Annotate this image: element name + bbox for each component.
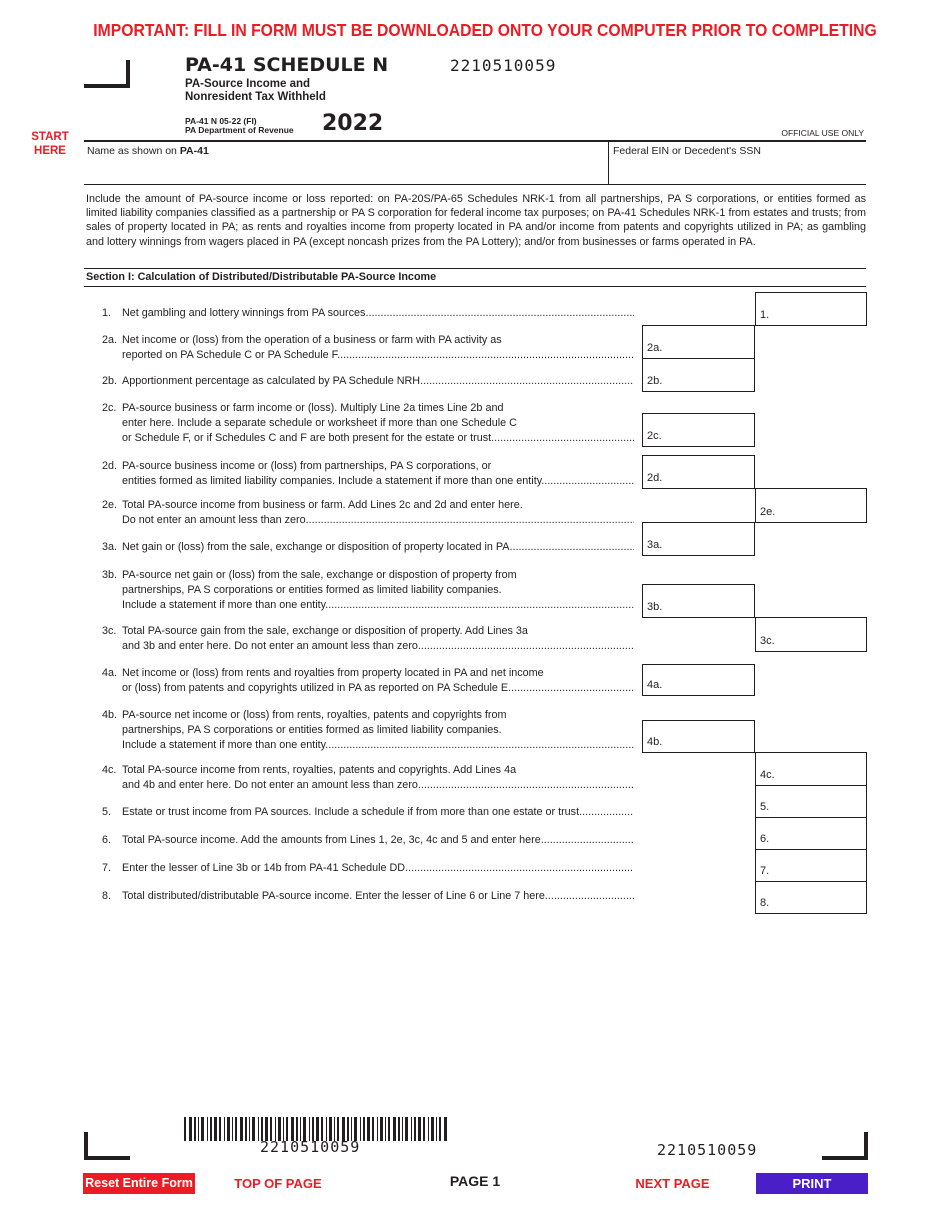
- line-number: 6.: [102, 834, 112, 846]
- line-text-row: [102, 568, 634, 583]
- form-line: [102, 333, 634, 363]
- line-text-row: [102, 583, 634, 598]
- section-title: Section I: Calculation of Distributed/Distributable PA-Source Income: [86, 271, 437, 283]
- amount-field-label: 8.: [760, 897, 770, 909]
- barcode-bar: [428, 1117, 429, 1141]
- dot-leader: [421, 778, 634, 793]
- dot-leader: [309, 513, 634, 528]
- line-number: 3a.: [102, 541, 118, 553]
- line-number: 3b.: [102, 569, 118, 581]
- form-line: [102, 401, 634, 446]
- form-subtitle: [185, 78, 326, 104]
- amount-field[interactable]: [642, 664, 755, 696]
- line-description: Do not enter an amount less than zero.: [122, 514, 309, 526]
- divider: [608, 140, 609, 185]
- tax-year: 2022: [322, 111, 384, 136]
- line-description: Total PA-source income. Add the amounts from Lines 1, 2e, 3c, 4c and 5 and enter here.: [122, 834, 544, 846]
- line-description: Apportionment percentage as calculated by PA Schedule NRH.: [122, 375, 424, 387]
- amount-field[interactable]: [755, 785, 867, 818]
- amount-field[interactable]: [755, 488, 867, 523]
- amount-field-label: 2d.: [647, 472, 663, 484]
- dot-leader: [511, 681, 634, 696]
- line-text-row: [102, 861, 634, 876]
- line-description: or (loss) from patents and copyrights utilized in PA as reported on PA Schedule E.: [122, 682, 512, 694]
- line-description: PA-source net income or (loss) from rents, royalties, patents and copyrights from: [122, 709, 507, 721]
- line-number: 2a.: [102, 334, 118, 346]
- next-page-link[interactable]: NEXT PAGE: [635, 1176, 710, 1191]
- name-label: Name as shown on: [87, 145, 180, 157]
- barcode-bar: [393, 1117, 396, 1141]
- barcode-bar: [258, 1117, 259, 1141]
- dot-leader: [513, 540, 635, 555]
- line-text-row: [102, 639, 634, 654]
- line-number: 4b.: [102, 709, 118, 721]
- line-text-row: [102, 513, 634, 528]
- barcode-bar: [377, 1117, 378, 1141]
- divider: [84, 286, 866, 287]
- form-title: PA-41 SCHEDULE N: [185, 54, 389, 76]
- line-text-row: [102, 598, 634, 613]
- amount-field[interactable]: [642, 522, 755, 556]
- divider: [84, 184, 866, 185]
- barcode-bar: [380, 1117, 383, 1141]
- amount-field-label: 2e.: [760, 506, 776, 518]
- line-description: and 4b and enter here. Do not enter an amount less than zero.: [122, 779, 421, 791]
- dot-leader: [494, 431, 634, 446]
- official-use-label: OFFICIAL USE ONLY: [781, 128, 864, 138]
- line-number: 2e.: [102, 499, 118, 511]
- doc-number: 2210510059: [450, 56, 557, 75]
- barcode-number: 2210510059: [260, 1138, 361, 1156]
- barcode-bar: [227, 1117, 230, 1141]
- dot-leader: [421, 639, 634, 654]
- dot-leader: [368, 306, 634, 321]
- ein-field[interactable]: [613, 145, 863, 181]
- amount-field-label: 6.: [760, 833, 770, 845]
- barcode-bar: [439, 1117, 441, 1141]
- line-description: Net gain or (loss) from the sale, exchange or disposition of property located in PA.: [122, 541, 513, 553]
- department: PA Department of Revenue: [185, 125, 294, 135]
- line-number: 4c.: [102, 764, 117, 776]
- amount-field-label: 3b.: [647, 601, 663, 613]
- registration-mark: [84, 60, 130, 88]
- dot-leader: [548, 889, 634, 904]
- dot-leader: [423, 374, 634, 389]
- amount-field[interactable]: [755, 881, 867, 914]
- dot-leader: [408, 861, 634, 876]
- line-description: PA-source business or farm income or (loss). Multiply Line 2a times Line 2b and: [122, 402, 504, 414]
- line-text-row: [102, 738, 634, 753]
- form-line: [102, 374, 634, 389]
- line-text-row: [102, 723, 634, 738]
- form-line: [102, 763, 634, 793]
- dot-leader: [544, 474, 634, 489]
- barcode-bar: [201, 1117, 204, 1141]
- line-description: Net income or (loss) from the operation of a business or farm with PA activity as: [122, 334, 502, 346]
- line-description: enter here. Include a separate schedule or worksheet if more than one Schedule C: [122, 417, 517, 429]
- barcode-bar: [411, 1117, 412, 1141]
- amount-field[interactable]: [755, 292, 867, 326]
- dot-leader: [328, 598, 634, 613]
- line-description: Include a statement if more than one entity.: [122, 739, 329, 751]
- line-number: 3c.: [102, 625, 117, 637]
- name-field[interactable]: [87, 145, 602, 181]
- amount-field-label: 2a.: [647, 342, 663, 354]
- dot-leader: [328, 738, 634, 753]
- line-description: PA-source business income or (loss) from partnerships, PA S corporations, or: [122, 460, 492, 472]
- barcode-bar: [184, 1117, 186, 1141]
- line-text-row: [102, 681, 634, 696]
- barcode-bar: [405, 1117, 408, 1141]
- barcode-bar: [385, 1117, 386, 1141]
- amount-field[interactable]: [755, 617, 867, 652]
- line-number: 7.: [102, 862, 112, 874]
- line-text-row: [102, 374, 634, 389]
- line-description: or Schedule F, or if Schedules C and F are both present for the estate or trust.: [122, 432, 495, 444]
- amount-field-label: 4c.: [760, 769, 775, 781]
- barcode-bar: [189, 1117, 192, 1141]
- amount-field[interactable]: [642, 584, 755, 618]
- line-description: partnerships, PA S corporations or entities formed as limited liability companies.: [122, 724, 502, 736]
- form-line: [102, 889, 634, 904]
- line-description: Net gambling and lottery winnings from PA sources.: [122, 307, 369, 319]
- line-description: partnerships, PA S corporations or entities formed as limited liability companies.: [122, 584, 502, 596]
- line-text-row: [102, 778, 634, 793]
- barcode-bar: [414, 1117, 416, 1141]
- line-number: 2c.: [102, 402, 117, 414]
- divider: [84, 140, 866, 142]
- line-text-row: [102, 708, 634, 723]
- line-description: PA-source net gain or (loss) from the sale, exchange or dispostion of property from: [122, 569, 517, 581]
- print-button[interactable]: PRINT: [756, 1173, 868, 1194]
- barcode-bar: [198, 1117, 199, 1141]
- amount-field-label: 4b.: [647, 736, 663, 748]
- page-number: PAGE 1: [449, 1173, 501, 1189]
- barcode-bar: [363, 1117, 365, 1141]
- barcode-bar: [219, 1117, 221, 1141]
- line-text-row: [102, 474, 634, 489]
- form-line: [102, 833, 634, 848]
- line-text-row: [102, 763, 634, 778]
- dot-leader: [582, 805, 634, 820]
- reset-form-button[interactable]: Reset Entire Form: [83, 1173, 195, 1194]
- amount-field-label: 4a.: [647, 679, 663, 691]
- form-line: [102, 666, 634, 696]
- subtitle-line: PA-Source Income and: [185, 78, 311, 90]
- amount-field[interactable]: [755, 849, 867, 882]
- amount-field-label: 5.: [760, 801, 770, 813]
- form-line: [102, 624, 634, 654]
- line-text-row: [102, 624, 634, 639]
- top-of-page-link[interactable]: TOP OF PAGE: [234, 1176, 322, 1191]
- important-banner: IMPORTANT: FILL IN FORM MUST BE DOWNLOADED ONTO YOUR COMPUTER PRIOR TO COMPLETING: [93, 20, 877, 40]
- amount-field[interactable]: [642, 325, 755, 359]
- form-line: [102, 805, 634, 820]
- barcode-bar: [235, 1117, 237, 1141]
- line-text-row: [102, 498, 634, 513]
- amount-field-label: 2b.: [647, 375, 663, 387]
- form-id: [185, 117, 294, 135]
- barcode-bar: [367, 1117, 370, 1141]
- form-line: [102, 459, 634, 489]
- form-line: [102, 498, 634, 528]
- here-text: HERE: [34, 145, 66, 157]
- divider: [84, 268, 866, 269]
- name-label-form: PA-41: [179, 145, 209, 157]
- subtitle-line: Nonresident Tax Withheld: [185, 91, 326, 103]
- registration-mark: [84, 1132, 130, 1160]
- form-line: [102, 861, 634, 876]
- line-description: Total PA-source income from business or farm. Add Lines 2c and 2d and enter here.: [122, 499, 523, 511]
- dot-leader: [544, 833, 634, 848]
- line-text-row: [102, 889, 634, 904]
- line-number: 8.: [102, 890, 112, 902]
- line-text-row: [102, 416, 634, 431]
- barcode-bar: [232, 1117, 233, 1141]
- form-line: [102, 568, 634, 613]
- line-description: Total distributed/distributable PA-source income. Enter the lesser of Line 6 or Line 7 here.: [122, 890, 548, 902]
- amount-field[interactable]: [642, 358, 755, 392]
- barcode-bar: [423, 1117, 425, 1141]
- barcode-bar: [436, 1117, 437, 1141]
- line-text-row: [102, 333, 634, 348]
- amount-field[interactable]: [642, 720, 755, 753]
- barcode-bar: [224, 1117, 225, 1141]
- line-text-row: [102, 540, 634, 555]
- barcode-bar: [388, 1117, 390, 1141]
- amount-field[interactable]: [642, 455, 755, 489]
- registration-mark: [822, 1132, 868, 1160]
- start-text: START: [31, 131, 69, 143]
- line-description: entities formed as limited liability companies. Include a statement if more than one entity.: [122, 475, 545, 487]
- line-description: Net income or (loss) from rents and royalties from property located in PA and net income: [122, 667, 544, 679]
- line-description: Total PA-source gain from the sale, exchange or disposition of property. Add Lines 3a: [122, 625, 528, 637]
- line-number: 5.: [102, 806, 112, 818]
- line-description: reported on PA Schedule C or PA Schedule F.: [122, 349, 341, 361]
- line-text-row: [102, 401, 634, 416]
- line-number: 2d.: [102, 460, 118, 472]
- form-line: [102, 708, 634, 753]
- amount-field-label: 2c.: [647, 430, 662, 442]
- footer-doc-number: 2210510059: [657, 1141, 758, 1159]
- amount-field-label: 3a.: [647, 539, 663, 551]
- barcode-bar: [398, 1117, 400, 1141]
- barcode-bar: [210, 1117, 212, 1141]
- barcode-bar: [194, 1117, 196, 1141]
- line-number: 1.: [102, 307, 112, 319]
- line-text-row: [102, 833, 634, 848]
- line-text-row: [102, 459, 634, 474]
- line-text-row: [102, 666, 634, 681]
- line-number: 2b.: [102, 375, 118, 387]
- barcode-bar: [214, 1117, 217, 1141]
- barcode-bar: [245, 1117, 247, 1141]
- amount-field[interactable]: [642, 413, 755, 447]
- line-number: 4a.: [102, 667, 118, 679]
- barcode-bar: [444, 1117, 447, 1141]
- line-description: Include a statement if more than one entity.: [122, 599, 329, 611]
- line-text-row: [102, 805, 634, 820]
- line-text-row: [102, 348, 634, 363]
- barcode-bar: [207, 1117, 208, 1141]
- amount-field-label: 3c.: [760, 635, 775, 647]
- barcode-bar: [240, 1117, 243, 1141]
- line-text-row: [102, 306, 634, 321]
- line-description: and 3b and enter here. Do not enter an amount less than zero.: [122, 640, 421, 652]
- line-description: Total PA-source income from rents, royalties, patents and copyrights. Add Lines 4a: [122, 764, 517, 776]
- form-version: PA-41 N 05-22 (FI): [185, 116, 257, 126]
- barcode-bar: [431, 1117, 434, 1141]
- instructions: Include the amount of PA-source income or loss reported: on PA-20S/PA-65 Schedules NRK-1 from all partnerships, PA S corporations, or entities formed as limited liability companies classified as a partnership or PA S corporation for federal income tax purposes; on PA-41 Schedules NRK-1 from estates and trusts; from sales of property located in PA; as rents and royalties income from property located in PA and/or income from patents and copyrights utilized in PA; as gambling and lottery winnings from wagers placed in PA (except noncash prizes from the PA Lottery); and/or from businesses or farms operated in PA.: [86, 193, 866, 248]
- form-line: [102, 540, 634, 555]
- barcode-bar: [372, 1117, 374, 1141]
- line-description: Enter the lesser of Line 3b or 14b from PA-41 Schedule DD.: [122, 862, 409, 874]
- amount-field-label: 7.: [760, 865, 770, 877]
- form-line: [102, 306, 634, 321]
- barcode-bar: [402, 1117, 403, 1141]
- barcode-bar: [249, 1117, 250, 1141]
- barcode-bar: [418, 1117, 421, 1141]
- dot-leader: [340, 348, 634, 363]
- line-description: Estate or trust income from PA sources. Include a schedule if from more than one estate or trust.: [122, 806, 583, 818]
- barcode-bar: [252, 1117, 255, 1141]
- start-here-label: [30, 130, 70, 158]
- amount-field[interactable]: [755, 752, 867, 786]
- amount-field[interactable]: [755, 817, 867, 850]
- line-text-row: [102, 431, 634, 446]
- ein-label: Federal EIN or Decedent's SSN: [613, 145, 761, 157]
- amount-field-label: 1.: [760, 309, 770, 321]
